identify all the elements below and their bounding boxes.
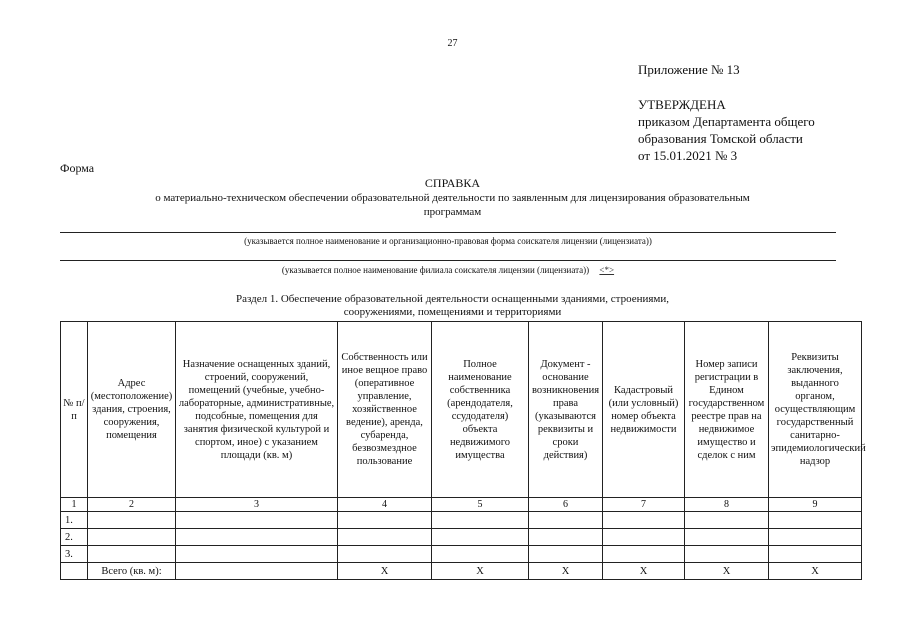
table-cell: 1. [61, 512, 88, 529]
table-cell [88, 512, 176, 529]
table-cell [769, 512, 862, 529]
column-header: Назначение оснащенных зданий, строений, сооружений, помещений (учебные, учебно-лабораторные, административные, подсобные, помещения для занятия физической культурой и спортом, иное) с указанием площади (кв. м) [176, 322, 338, 498]
table-cell [529, 546, 603, 563]
branch-note-text: (указывается полное наименование филиала соискателя лицензии (лицензиата)) [281, 265, 590, 275]
table-cell [685, 529, 769, 546]
table-cell [176, 529, 338, 546]
table-cell [603, 546, 685, 563]
table-row [61, 512, 862, 529]
table-cell [338, 529, 432, 546]
section-title: Раздел 1. Обеспечение образовательной деятельности оснащенными зданиями, строениями, сооружениями, помещениями и территориями [235, 293, 670, 318]
total-cell: X [769, 563, 862, 580]
approval-line: образования Томской области [638, 131, 803, 146]
column-header: Реквизиты заключения, выданного органом, осуществляющим государственный санитарно-эпидемиологический надзор [769, 322, 862, 498]
applicant-note: (указывается полное наименование и организационно-правовая форма соискателя лицензии (лицензиата)) [244, 236, 652, 246]
table-header-row [61, 322, 862, 498]
total-cell: Всего (кв. м): [88, 563, 176, 580]
form-label: Форма [60, 161, 95, 175]
column-header: Адрес (местоположение) здания, строения, сооружения, помещения [88, 322, 176, 498]
footnote-link[interactable]: <*> [599, 265, 615, 275]
appendix-label: Приложение № 13 [638, 62, 740, 77]
applicant-name-line [60, 232, 836, 233]
column-number: 9 [769, 498, 862, 512]
column-number: 4 [338, 498, 432, 512]
total-cell: X [529, 563, 603, 580]
table-cell [338, 546, 432, 563]
total-cell: X [603, 563, 685, 580]
table-row [61, 529, 862, 546]
column-header: Полное наименование собственника (арендодателя, ссудодателя) объекта недвижимого имущества [432, 322, 529, 498]
total-cell: X [338, 563, 432, 580]
table-cell [529, 512, 603, 529]
column-number-row [61, 498, 862, 512]
table-cell [88, 546, 176, 563]
table-cell [432, 529, 529, 546]
page-number: 27 [447, 38, 458, 49]
column-number: 2 [88, 498, 176, 512]
column-header: Документ - основание возникновения права (указываются реквизиты и сроки действия) [529, 322, 603, 498]
column-number: 6 [529, 498, 603, 512]
table-cell [769, 546, 862, 563]
table-cell [685, 546, 769, 563]
table-cell [529, 529, 603, 546]
branch-note [60, 265, 836, 275]
total-cell: X [432, 563, 529, 580]
total-cell [61, 563, 88, 580]
table-row [61, 546, 862, 563]
table-cell [88, 529, 176, 546]
table-cell [603, 512, 685, 529]
total-cell [176, 563, 338, 580]
approval-date: от 15.01.2021 № 3 [638, 148, 738, 163]
approval-block [638, 96, 815, 164]
column-number: 1 [61, 498, 88, 512]
table-cell [432, 512, 529, 529]
table-cell [685, 512, 769, 529]
table-cell [603, 529, 685, 546]
column-header: Кадастровый (или условный) номер объекта недвижимости [603, 322, 685, 498]
document-subtitle: о материально-техническом обеспечении образовательной деятельности по заявленным для лицензирования образовательным программам [155, 192, 750, 218]
table-cell: 3. [61, 546, 88, 563]
approval-line: приказом Департамента общего [638, 114, 815, 129]
table-cell [176, 512, 338, 529]
column-header: Номер записи регистрации в Едином государственном реестре прав на недвижимое имущество и сделок с ним [685, 322, 769, 498]
total-cell: X [685, 563, 769, 580]
table-cell [338, 512, 432, 529]
branch-name-line [60, 260, 836, 261]
document-title: СПРАВКА [424, 176, 481, 190]
column-header: № п/п [61, 322, 88, 498]
column-number: 3 [176, 498, 338, 512]
facilities-table [60, 321, 866, 580]
table-cell [176, 546, 338, 563]
table-cell [769, 529, 862, 546]
total-row [61, 563, 862, 580]
column-number: 7 [603, 498, 685, 512]
approval-title: УТВЕРЖДЕНА [638, 97, 726, 112]
table-cell [432, 546, 529, 563]
column-number: 8 [685, 498, 769, 512]
column-number: 5 [432, 498, 529, 512]
table-cell: 2. [61, 529, 88, 546]
column-header: Собственность или иное вещное право (оперативное управление, хозяйственное ведение), аренда, субаренда, безвозмездное пользование [338, 322, 432, 498]
